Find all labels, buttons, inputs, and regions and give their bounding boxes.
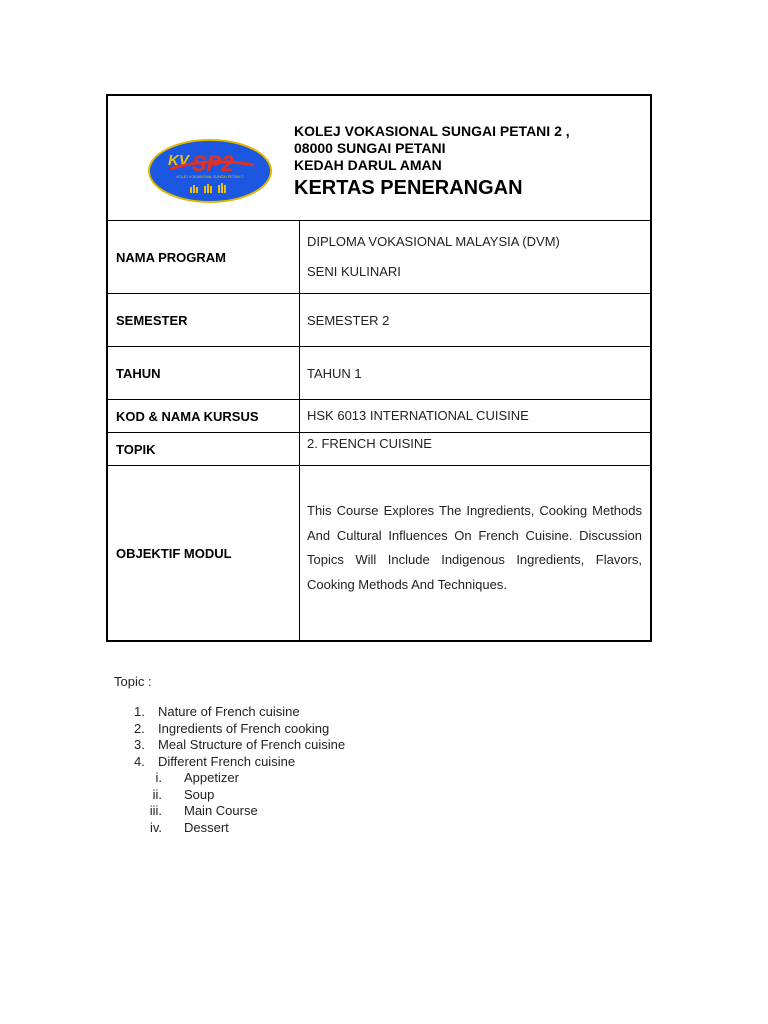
logo-prefix: KV — [168, 152, 189, 169]
list-item-number: 1. — [134, 704, 145, 719]
sub-list-item — [114, 770, 239, 787]
tahun-label: TAHUN — [108, 347, 300, 399]
college-logo — [148, 139, 272, 203]
program-field: SENI KULINARI — [307, 264, 401, 279]
topik-value: 2. FRENCH CUISINE — [307, 436, 432, 451]
header-row — [108, 96, 650, 221]
info-table — [106, 94, 652, 642]
list-item-text: Nature of French cuisine — [158, 704, 300, 719]
topic-list — [114, 704, 346, 836]
sub-list-item — [114, 803, 258, 820]
college-name: KOLEJ VOKASIONAL SUNGAI PETANI 2 , — [294, 123, 570, 139]
college-state: KEDAH DARUL AMAN — [294, 157, 442, 173]
kursus-value: HSK 6013 INTERNATIONAL CUISINE — [307, 408, 529, 423]
college-postcode-city: 08000 SUNGAI PETANI — [294, 140, 446, 156]
sub-list-item — [114, 786, 215, 804]
tahun-value: TAHUN 1 — [307, 365, 362, 381]
list-item-number: 4. — [134, 753, 145, 769]
sub-list-item-text: Dessert — [184, 819, 229, 835]
objektif-label: OBJEKTIF MODUL — [108, 466, 300, 640]
list-item-number: 2. — [134, 720, 145, 736]
objektif-cell — [300, 466, 650, 640]
program-name: DIPLOMA VOKASIONAL MALAYSIA (DVM) — [307, 234, 560, 249]
list-item-text: Ingredients of French cooking — [158, 720, 330, 736]
document-title: KERTAS PENERANGAN — [294, 177, 523, 199]
topic-label: Topic : — [114, 674, 152, 689]
objektif-value: This Course Explores The Ingredients, Cooking Methods And Cultural Influences On French Cuisine. Discussion Topics Will Include Indigenous Ingredients, Flavors, Cooking Methods And Techniques. — [307, 503, 642, 592]
sub-list-item-number: i. — [155, 770, 162, 785]
list-item — [114, 753, 296, 771]
college-heading — [294, 123, 570, 201]
list-item — [114, 704, 300, 721]
kursus-label: KOD & NAMA KURSUS — [108, 400, 300, 432]
sub-list-item-text: Soup — [184, 786, 215, 802]
row-topik — [108, 433, 650, 466]
logo-mark: SP2 — [192, 151, 234, 176]
program-value — [300, 221, 650, 293]
row-program — [108, 221, 650, 294]
list-item-text: Meal Structure of French cuisine — [158, 737, 346, 752]
logo-tagline: KOLEJ VOKASIONAL SUNGAI PETANI 2 — [176, 175, 244, 179]
sub-list-item — [114, 819, 229, 837]
sub-list-item-text: Main Course — [184, 803, 258, 818]
list-item — [114, 720, 330, 738]
program-label: NAMA PROGRAM — [108, 221, 300, 293]
topic-section — [114, 674, 346, 836]
row-kursus — [108, 400, 650, 433]
topik-label: TOPIK — [108, 433, 300, 465]
sub-list-item-number: ii. — [152, 786, 162, 802]
semester-label: SEMESTER — [108, 294, 300, 346]
list-item-text: Different French cuisine — [158, 753, 296, 769]
sub-list-item-number: iv. — [149, 819, 162, 835]
semester-value: SEMESTER 2 — [307, 312, 390, 328]
row-objektif — [108, 466, 650, 640]
row-semester — [108, 294, 650, 347]
list-item-number: 3. — [134, 737, 145, 752]
college-logo-image — [148, 139, 272, 203]
list-item — [114, 737, 346, 754]
row-tahun — [108, 347, 650, 400]
sub-list-item-number: iii. — [149, 803, 162, 818]
sub-list-item-text: Appetizer — [184, 770, 239, 785]
